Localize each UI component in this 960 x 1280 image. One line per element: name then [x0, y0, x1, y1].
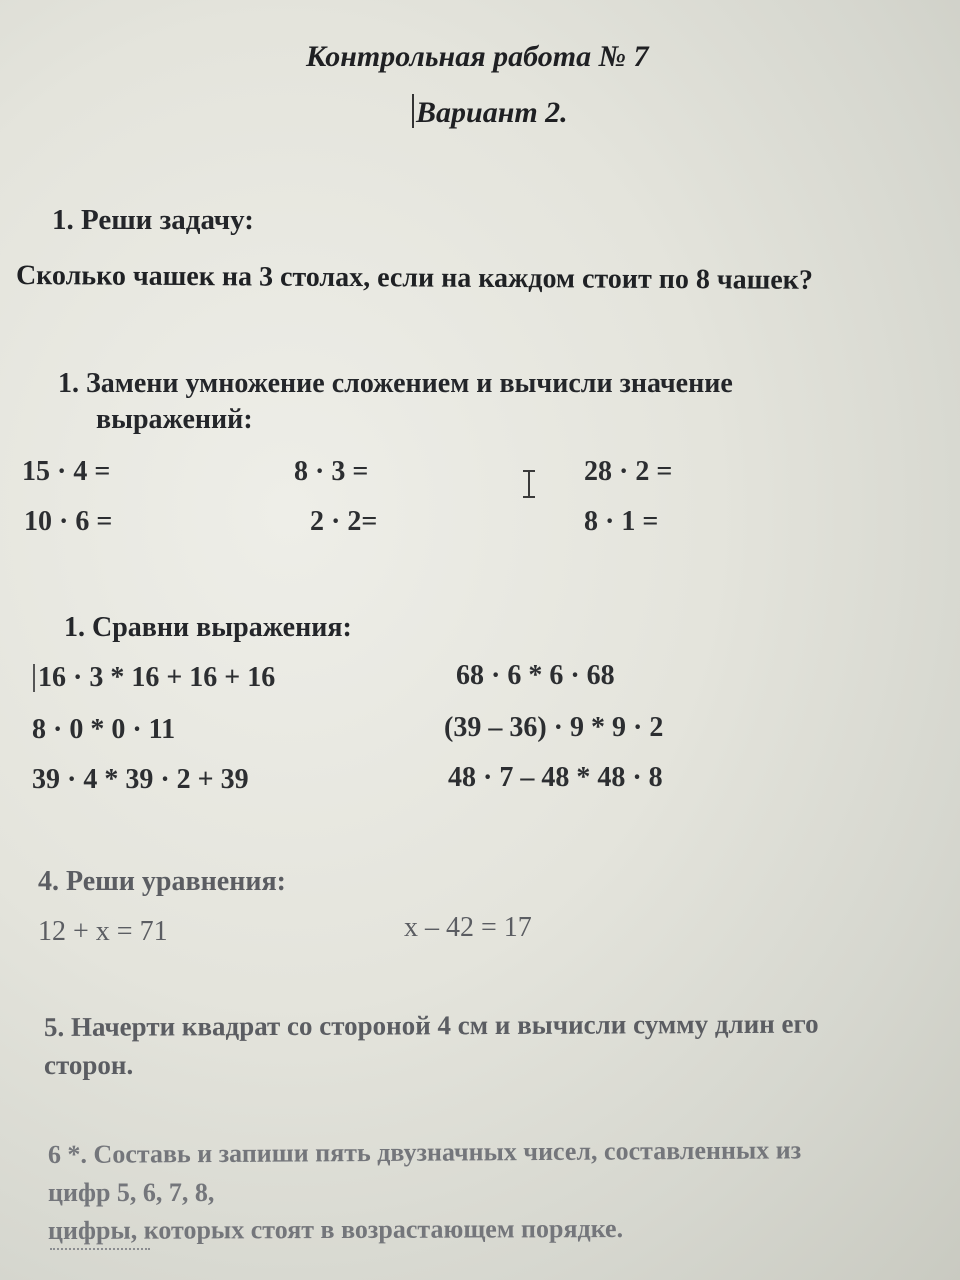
task3-expression: 8 · 0 * 0 · 11	[32, 714, 176, 745]
task2-expression: 8 · 3 =	[294, 456, 369, 487]
task2-expression: 10 · 6 =	[24, 506, 113, 537]
task4-heading: 4. Реши уравнения:	[38, 866, 286, 897]
task2-heading-line1: 1. Замени умножение сложением и вычисли значение	[58, 368, 733, 399]
task6-line2: цифр 5, 6, 7, 8,	[48, 1178, 215, 1207]
mouse-ibeam-cursor-icon	[522, 470, 536, 498]
task2-expression: 28 · 2 =	[584, 456, 673, 487]
task4-equation: 12 + x = 71	[38, 916, 168, 947]
text-cursor	[33, 664, 35, 692]
task5-line2: сторон.	[44, 1050, 134, 1080]
variant-label: Вариант 2.	[416, 96, 568, 129]
task6-line3: цифры, которых стоят в возрастающем порядке.	[47, 1213, 624, 1245]
task3-expression: 16 · 3 * 16 + 16 + 16	[38, 662, 276, 693]
task2-expression: 8 · 1 =	[584, 506, 659, 537]
task3-heading: 1. Сравни выражения:	[64, 612, 352, 643]
task2-expression: 2 · 2=	[310, 506, 378, 537]
task3-expression: (39 – 36) · 9 * 9 · 2	[444, 712, 664, 743]
task1-question: Сколько чашек на 3 столах, если на каждом стоит по 8 чашек?	[15, 260, 813, 296]
task3-expression: 68 · 6 * 6 · 68	[456, 660, 615, 691]
task5-line1: 5. Начерти квадрат со стороной 4 см и вычисли сумму длин его	[43, 1008, 819, 1042]
spellcheck-underline	[50, 1248, 150, 1250]
task2-expression: 15 · 4 =	[22, 456, 111, 487]
task6-line1: 6 *. Составь и запиши пять двузначных чисел, составленных из	[47, 1135, 802, 1169]
task2-heading-line2: выражений:	[96, 404, 253, 435]
task4-equation: x – 42 = 17	[404, 912, 532, 943]
task1-heading: 1. Реши задачу:	[52, 204, 254, 236]
text-cursor	[412, 94, 414, 128]
task3-expression: 39 · 4 * 39 · 2 + 39	[32, 764, 249, 795]
page-title: Контрольная работа № 7	[306, 40, 649, 73]
task3-expression: 48 · 7 – 48 * 48 · 8	[448, 762, 663, 793]
